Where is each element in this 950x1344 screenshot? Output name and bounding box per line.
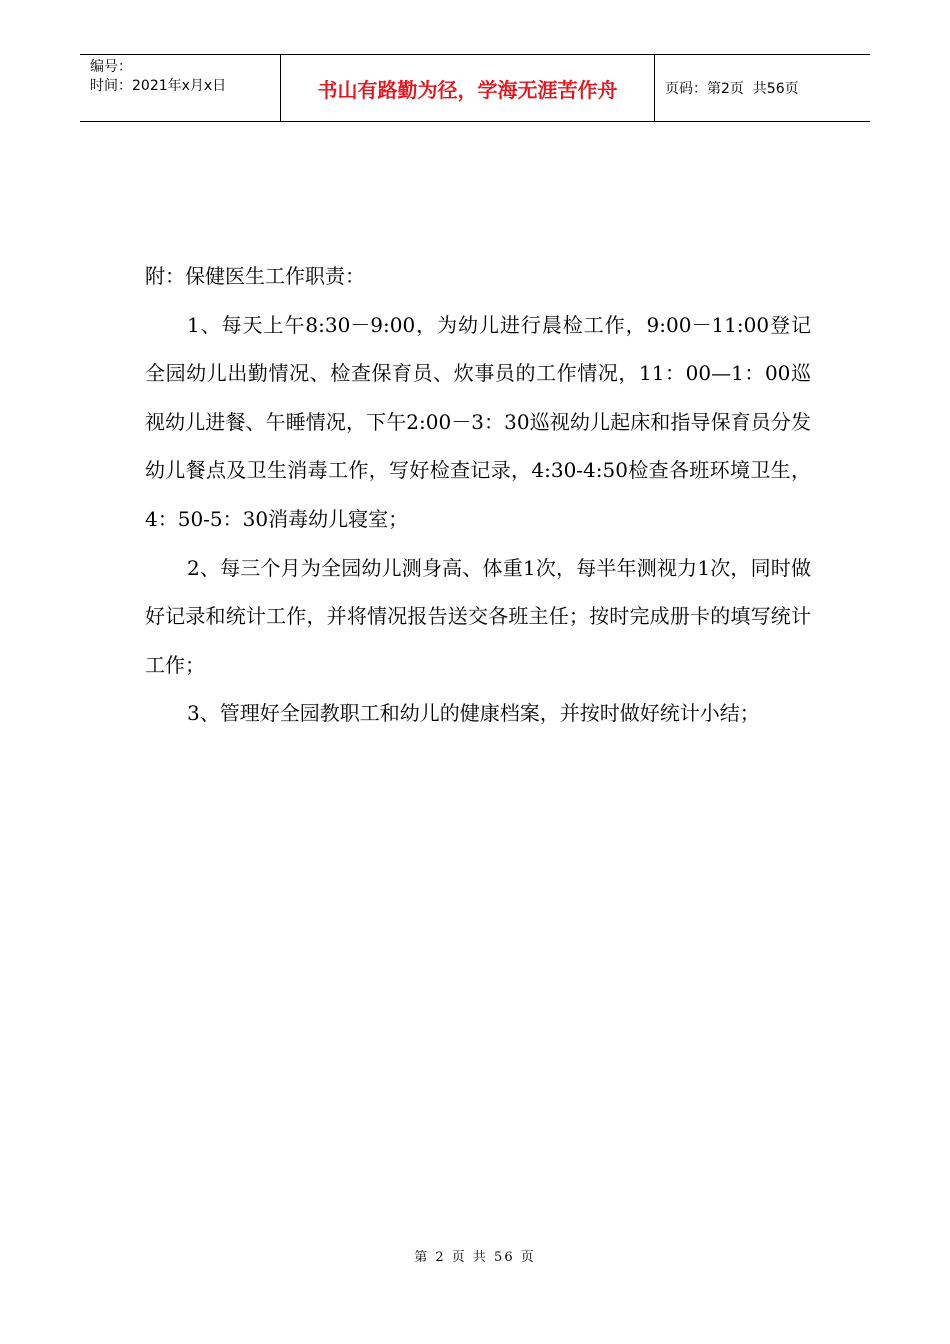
- document-body: [145, 252, 811, 738]
- section-heading: 附：保健医生工作职责：: [145, 264, 365, 288]
- duty-item-1: 1、每天上午8:30－9:00，为幼儿进行晨检工作，9:00－11:00登记全园幼儿出勤情况、检查保育员、炊事员的工作情况，11：00—1：00巡视幼儿进餐、午睡情况，下午2:00－3：30巡视幼儿起床和指导保育员分发幼儿餐点及卫生消毒工作，写好检查记录，4:30-4:50检查各班环境卫生，4：50-5：30消毒幼儿寝室；: [145, 312, 811, 531]
- header-motto: 书山有路勤为径，学海无涯苦作舟: [281, 55, 655, 121]
- header-meta: [80, 55, 281, 121]
- document-number-label: 编号：: [90, 59, 132, 75]
- page-footer: 第 2 页 共 56 页: [414, 1250, 536, 1265]
- duty-item-3: 3、管理好全园教职工和幼儿的健康档案，并按时做好统计小结；: [187, 701, 760, 726]
- page-header: [80, 54, 870, 122]
- duty-item-2: 2、每三个月为全园幼儿测身高、体重1次，每半年测视力1次，同时做好记录和统计工作，并将情况报告送交各班主任；按时完成册卡的填写统计工作；: [145, 555, 811, 677]
- document-date: 时间：2021年x月x日: [90, 78, 227, 94]
- header-page-info: 页码：第2页 共56页: [665, 81, 799, 97]
